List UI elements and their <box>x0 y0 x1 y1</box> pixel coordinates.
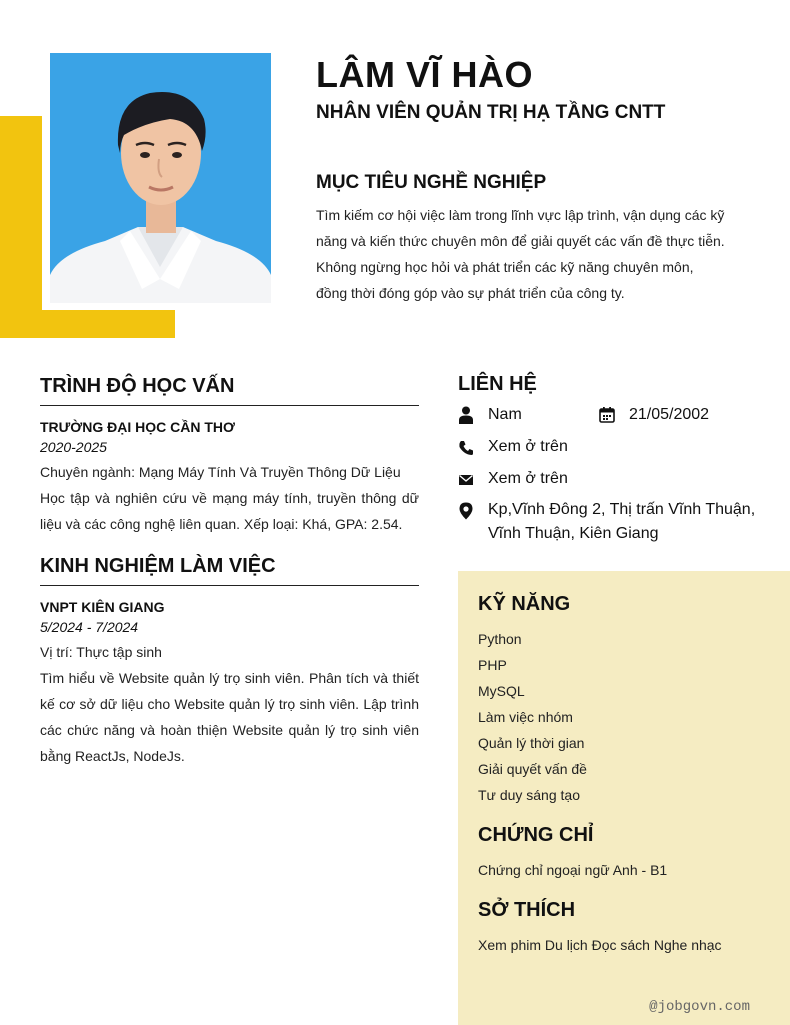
watermark: @jobgovn.com <box>649 999 750 1015</box>
skills-section <box>478 593 770 808</box>
skill-item: Tư duy sáng tạo <box>478 787 580 803</box>
education-period: 2020-2025 <box>40 439 107 455</box>
mail-icon <box>458 470 474 488</box>
contact-email: Xem ở trên <box>488 470 568 487</box>
decorative-yellow-bar-vertical <box>0 116 42 338</box>
profile-photo <box>50 53 271 303</box>
experience-heading: KINH NGHIỆM LÀM VIỆC <box>40 555 419 586</box>
hobbies-text: Xem phim Du lịch Đọc sách Nghe nhạc <box>478 937 722 953</box>
contact-row-phone <box>458 436 758 468</box>
phone-icon <box>458 438 474 456</box>
contact-row-gender-birthdate <box>458 404 758 436</box>
objective-heading: MỤC TIÊU NGHỀ NGHIỆP <box>316 172 547 193</box>
education-heading: TRÌNH ĐỘ HỌC VẤN <box>40 375 419 406</box>
contact-birthdate: 21/05/2002 <box>629 406 710 423</box>
skill-item: Làm việc nhóm <box>478 709 573 725</box>
left-column <box>40 375 419 769</box>
skills-heading: KỸ NĂNG <box>478 593 571 615</box>
skill-item: Quản lý thời gian <box>478 735 585 751</box>
hobbies-section <box>478 899 770 958</box>
portrait-illustration <box>50 53 271 303</box>
contact-section <box>458 373 758 546</box>
education-major: Chuyên ngành: Mạng Máy Tính Và Truyền Thông Dữ Liệu <box>40 464 401 480</box>
skills-panel <box>458 571 790 1025</box>
certificates-heading: CHỨNG CHỈ <box>478 824 594 846</box>
skill-item: Python <box>478 631 522 647</box>
education-school: TRƯỜNG ĐẠI HỌC CẦN THƠ <box>40 419 235 435</box>
contact-gender: Nam <box>488 406 522 423</box>
experience-section <box>40 555 419 769</box>
skill-item: PHP <box>478 657 507 673</box>
contact-phone: Xem ở trên <box>488 438 568 455</box>
decorative-yellow-bar-horizontal <box>0 310 175 338</box>
certificates-section <box>478 824 770 883</box>
person-icon <box>458 406 474 424</box>
contact-row-address <box>458 500 758 546</box>
experience-position: Vị trí: Thực tập sinh <box>40 644 162 660</box>
education-section <box>40 375 419 537</box>
job-title: NHÂN VIÊN QUẢN TRỊ HẠ TẦNG CNTT <box>316 102 666 123</box>
experience-period: 5/2024 - 7/2024 <box>40 619 139 635</box>
certificate-item: Chứng chỉ ngoại ngữ Anh - B1 <box>478 862 668 878</box>
objective-text: Tìm kiếm cơ hội việc làm trong lĩnh vực lập trình, vận dụng các kỹ năng và kiến thức chuyên môn để giải quyết các vấn đề thực tiễn. Không ngừng học hỏi và phát triển các kỹ năng chuyên môn, đồng thời đóng góp vào sự phát triển của công ty. <box>316 207 725 301</box>
contact-row-email <box>458 468 758 500</box>
contact-heading: LIÊN HỆ <box>458 373 537 395</box>
calendar-icon <box>599 406 615 424</box>
location-pin-icon <box>458 502 474 520</box>
hobbies-heading: SỞ THÍCH <box>478 899 576 921</box>
experience-description: Tìm hiểu về Website quản lý trọ sinh viên. Phân tích và thiết kế cơ sở dữ liệu cho Website quản lý trọ sinh viên. Lập trình các chức năng và hoàn thiện Website quản lý trọ sinh viên bằng ReactJs, NodeJs. <box>40 670 419 764</box>
skill-item: MySQL <box>478 683 525 699</box>
education-description: Học tập và nghiên cứu về mạng máy tính, truyền thông dữ liệu và các công nghệ liên quan. Xếp loại: Khá, GPA: 2.54. <box>40 490 419 532</box>
experience-company: VNPT KIÊN GIANG <box>40 599 165 615</box>
skills-list <box>478 626 770 808</box>
contact-address: Kp,Vĩnh Đông 2, Thị trấn Vĩnh Thuận, Vĩnh Thuận, Kiên Giang <box>488 501 756 542</box>
skill-item: Giải quyết vấn đề <box>478 761 587 777</box>
candidate-name: LÂM VĨ HÀO <box>316 54 533 95</box>
